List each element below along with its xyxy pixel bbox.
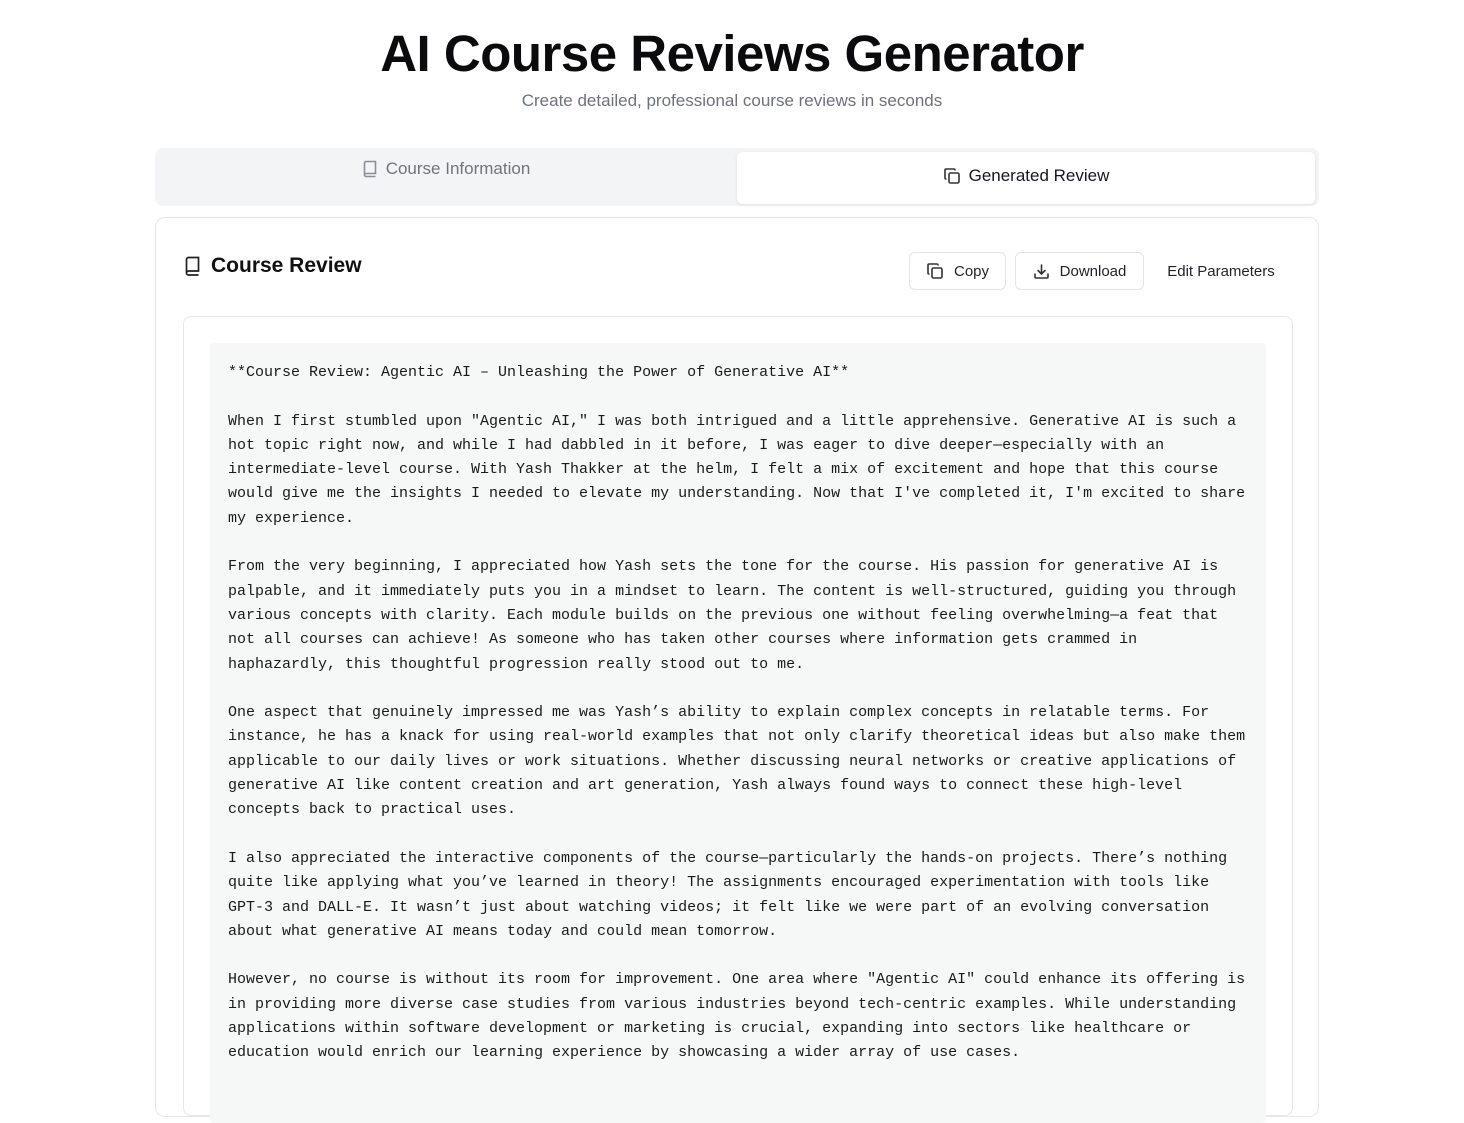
review-paragraph: I also appreciated the interactive components of the course—particularly the hands-on projects. There’s nothing quite like applying what you’ve learned in theory! The assignments encouraged experimentation with tools like GPT-3 and DALL-E. It wasn’t just about watching videos; it felt like we were part of an evolving conversation about what generative AI means today and could mean tomorrow.: [228, 849, 1228, 940]
download-button[interactable]: [1015, 252, 1144, 290]
copy-button-label: Copy: [953, 262, 990, 280]
review-heading: **Course Review: Agentic AI – Unleashing the Power of Generative AI**: [228, 364, 850, 381]
download-icon: [1033, 263, 1050, 280]
card-title-label: Course Review: [211, 254, 362, 277]
page-title: AI Course Reviews Generator: [380, 25, 1084, 82]
edit-parameters-button[interactable]: Edit Parameters: [1167, 262, 1275, 280]
book-icon: [184, 256, 201, 276]
page-subtitle: Create detailed, professional course reviews in seconds: [521, 91, 943, 110]
download-button-label: Download: [1059, 262, 1127, 280]
tab-course-information[interactable]: [155, 148, 737, 190]
book-icon: [362, 160, 378, 178]
copy-icon: [943, 167, 961, 185]
review-text: [228, 361, 1248, 1066]
review-paragraph: From the very beginning, I appreciated how Yash sets the tone for the course. His passion for generative AI is palpable, and it immediately puts you in a mindset to learn. The content is well-structured, guiding you through various concepts with clarity. Each module builds on the previous one without feeling overwhelming—a feat that not all courses can achieve! As someone who has taken other courses where information gets crammed in haphazardly, this thoughtful progression really stood out to me.: [228, 558, 1237, 673]
review-card: [155, 217, 1319, 1117]
review-paragraph: One aspect that genuinely impressed me was Yash’s ability to explain complex concepts in relatable terms. For instance, he has a knack for using real-world examples that not only clarify theoretical ideas but also make them applicable to our daily lives or work situations. Whether discussing neural networks or creative applications of generative AI like content creation and art generation, Yash always found ways to connect these high-level concepts back to practical uses.: [228, 704, 1246, 819]
copy-button[interactable]: [909, 252, 1006, 290]
copy-icon: [926, 262, 944, 280]
card-title: [184, 254, 362, 278]
review-paragraph: However, no course is without its room for improvement. One area where "Agentic AI" could enhance its offering is in providing more diverse case studies from various industries beyond tech-centric examples. While understanding applications within software development or marketing is crucial, expanding into sectors like healthcare or education would enrich our learning experience by showcasing a wider array of use cases.: [228, 971, 1246, 1062]
review-content: [210, 343, 1266, 1123]
tab-generated-review-label: Generated Review: [968, 166, 1110, 185]
review-container: [183, 316, 1293, 1116]
tab-generated-review[interactable]: [737, 152, 1315, 204]
review-paragraph: When I first stumbled upon "Agentic AI," I was both intrigued and a little apprehensive. Generative AI is such a hot topic right now, and while I had dabbled in it before, I was eager to dive deeper—especially with an intermediate-level course. With Yash Thakker at the helm, I felt a mix of excitement and hope that this course would give me the insights I needed to elevate my understanding. Now that I've completed it, I'm excited to share my experience.: [228, 412, 1246, 527]
tab-course-information-label: Course Information: [385, 159, 531, 178]
tab-bar: [155, 148, 1319, 206]
